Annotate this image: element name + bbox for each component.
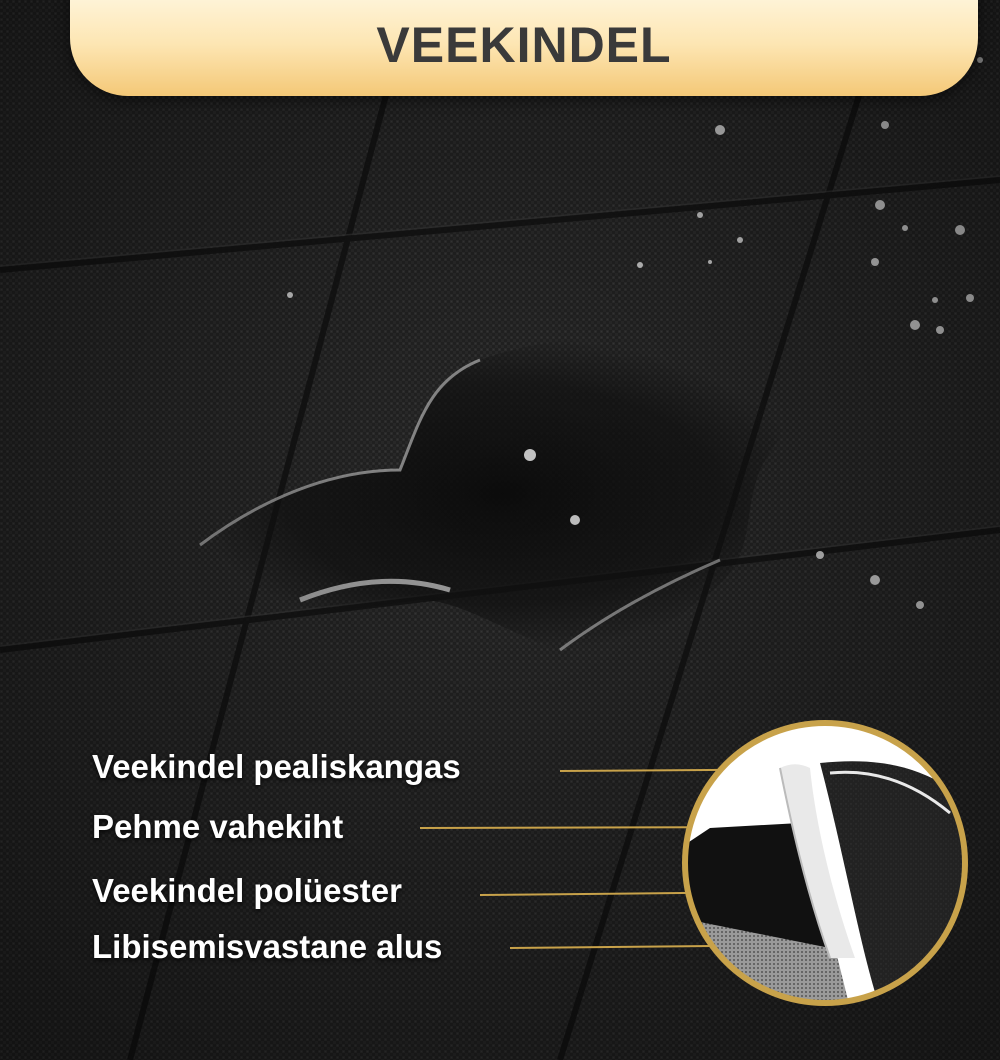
layer-label-non-slip-base: Libisemisvastane alus bbox=[92, 928, 443, 965]
layer-cross-section-inset bbox=[680, 718, 970, 1008]
layer-label-top-fabric: Veekindel pealiskangas bbox=[92, 748, 461, 785]
banner-title: VEEKINDEL bbox=[376, 17, 672, 73]
layer-label-polyester: Veekindel polüester bbox=[92, 872, 402, 909]
layer-label-soft-middle: Pehme vahekiht bbox=[92, 808, 344, 845]
